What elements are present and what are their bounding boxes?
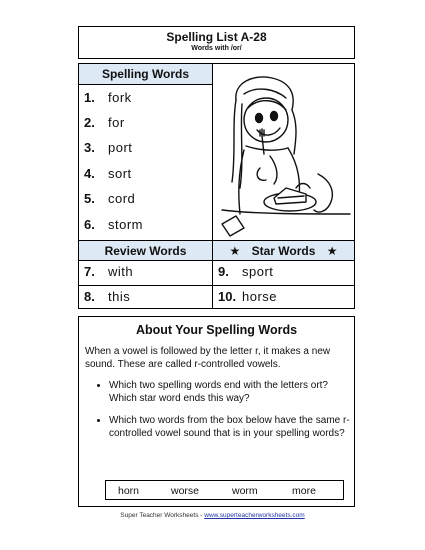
list-item — [218, 289, 277, 304]
item-word: horse — [242, 289, 278, 304]
list-item — [84, 217, 143, 232]
girl-eating-cake-illustration — [214, 64, 354, 240]
item-word: sort — [108, 166, 132, 181]
question-list — [79, 379, 354, 440]
row-divider — [79, 285, 354, 286]
box-word: worm — [232, 485, 258, 497]
item-number: 8. — [84, 289, 95, 304]
word-box — [105, 480, 344, 500]
about-intro: When a vowel is followed by the letter r, it makes a new sound. These are called r-controlled vowels. — [85, 346, 331, 370]
box-word: more — [292, 485, 316, 497]
title-box — [78, 26, 355, 59]
page-title: Spelling List A-28 — [166, 30, 267, 44]
list-item — [84, 140, 132, 155]
star-icon: ★ — [229, 244, 241, 258]
list-item — [84, 191, 135, 206]
page-subtitle: Words with /or/ — [191, 45, 242, 52]
question-item: • Which two words from the box below have the same r-controlled vowel sound that is in your spelling words? — [109, 414, 354, 440]
item-number: 3. — [84, 140, 95, 155]
girl-illustration-icon — [214, 64, 354, 240]
bonus-words-rows — [79, 261, 354, 309]
item-word: this — [108, 289, 131, 304]
footer — [0, 512, 425, 519]
item-word: storm — [108, 217, 143, 232]
list-item — [84, 115, 125, 130]
item-word: sport — [242, 264, 274, 279]
list-item — [84, 289, 130, 304]
box-word: horn — [118, 485, 140, 497]
spelling-word-list — [79, 85, 213, 240]
footer-text: Super Teacher Worksheets - — [120, 512, 205, 519]
star-words-label: Star Words — [251, 244, 316, 258]
item-number: 1. — [84, 90, 95, 105]
list-item — [218, 264, 273, 279]
item-number: 2. — [84, 115, 95, 130]
item-number: 5. — [84, 191, 95, 206]
item-number: 4. — [84, 166, 95, 181]
item-word: for — [108, 115, 125, 130]
list-item — [84, 166, 132, 181]
item-word: port — [108, 140, 133, 155]
list-item — [84, 264, 133, 279]
item-number: 7. — [84, 264, 95, 279]
question-item: • Which two spelling words end with the letters ort? Which star word ends this way? — [109, 379, 354, 405]
item-word: fork — [108, 90, 132, 105]
item-word: cord — [108, 191, 136, 206]
star-icon: ★ — [326, 244, 338, 258]
spelling-words-heading: Spelling Words — [79, 64, 213, 85]
list-item — [84, 90, 132, 105]
footer-link[interactable]: www.superteacherworksheets.com — [204, 512, 305, 519]
item-number: 9. — [218, 264, 229, 279]
about-section — [78, 316, 355, 507]
word-grid — [78, 63, 355, 309]
item-word: with — [108, 264, 134, 279]
item-number: 10. — [218, 289, 237, 304]
secondary-header-row — [79, 240, 354, 261]
about-heading: About Your Spelling Words — [135, 323, 298, 337]
box-word: worse — [171, 485, 200, 497]
item-number: 6. — [84, 217, 95, 232]
review-words-heading: Review Words — [79, 241, 213, 260]
star-words-heading — [213, 241, 354, 260]
